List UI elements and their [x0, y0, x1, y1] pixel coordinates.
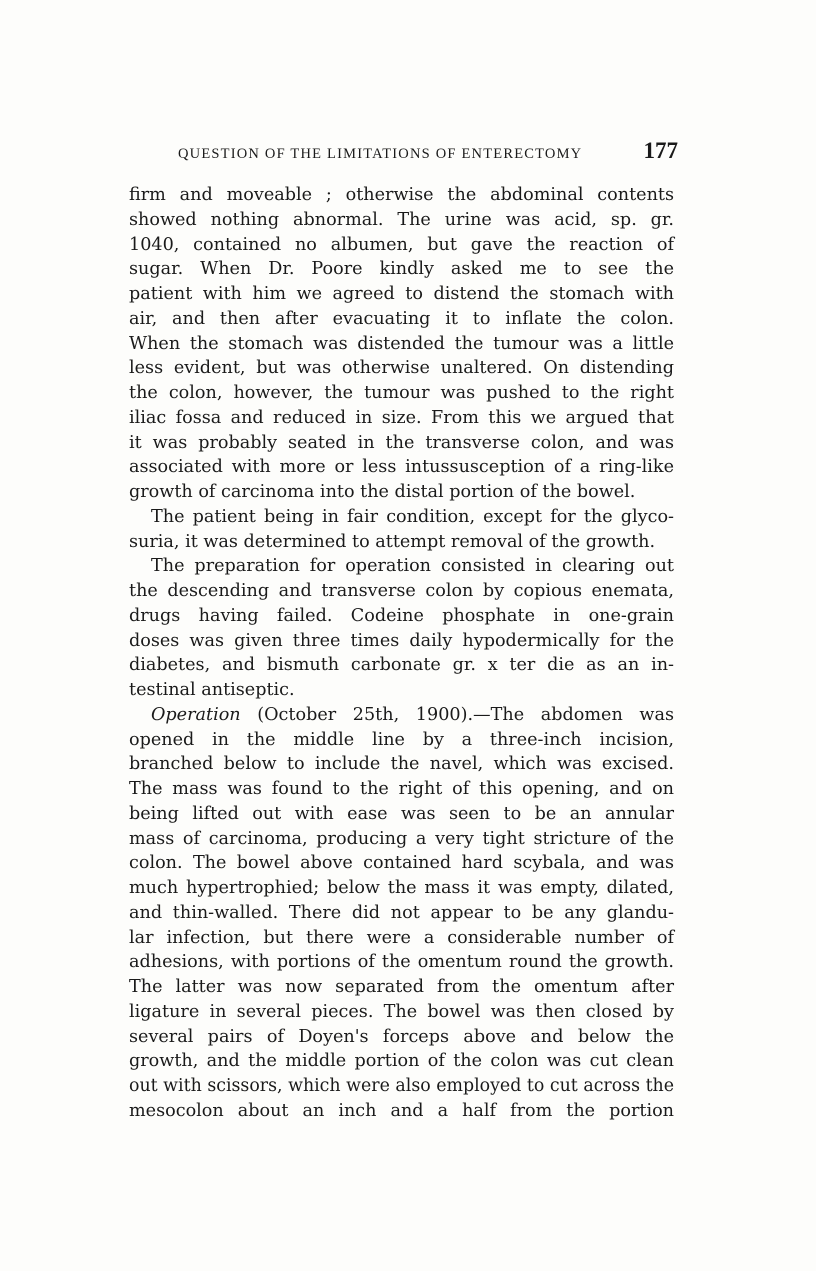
italic-heading: Operation — [151, 704, 241, 725]
text-line: mass of carcinoma, producing a very tight stricture of the — [129, 828, 674, 849]
text-line: suria, it was determined to attempt removal of the growth. — [129, 531, 656, 552]
text-line: it was probably seated in the transverse colon, and was — [129, 432, 674, 453]
text-line: testinal antiseptic. — [129, 680, 295, 700]
text-line: adhesions, with portions of the omentum round the growth. — [129, 952, 674, 973]
page-number: 177 — [643, 138, 678, 163]
text-line: diabetes, and bismuth carbonate gr. x ter die as an in- — [129, 655, 674, 676]
text-line: firm and moveable ; otherwise the abdominal contents — [129, 185, 674, 205]
running-title: QUESTION OF THE LIMITATIONS OF ENTERECTOMY — [178, 146, 583, 162]
text-line: drugs having failed. Codeine phosphate in one-grain — [129, 605, 674, 626]
text-line: the descending and transverse colon by copious enemata, — [129, 581, 674, 601]
text-line: much hypertrophied; below the mass it was empty, dilated, — [129, 878, 674, 898]
text-line: lar infection, but there were a considerable number of — [129, 927, 674, 948]
text-line: associated with more or less intussusception of a ring-like — [129, 457, 674, 478]
text-line: iliac fossa and reduced in size. From this we argued that — [129, 407, 674, 428]
text-line: The preparation for operation consisted in clearing out — [151, 556, 674, 577]
text-line: doses was given three times daily hypodermically for the — [129, 630, 674, 651]
text-line: mesocolon about an inch and a half from the portion — [129, 1100, 674, 1121]
text-line: and thin-walled. There did not appear to be any glandu- — [129, 902, 674, 923]
text-line: patient with him we agreed to distend the stomach with — [129, 284, 674, 304]
text-line: opened in the middle line by a three-inch incision, — [129, 729, 674, 750]
text-line: air, and then after evacuating it to inflate the colon. — [129, 308, 674, 329]
text-line: When the stomach was distended the tumour was a little — [129, 333, 674, 354]
text-line: 1040, contained no albumen, but gave the reaction of — [129, 234, 674, 255]
text-line: branched below to include the navel, which was excised. — [129, 754, 674, 775]
text-line: growth, and the middle portion of the colon was cut clean — [129, 1051, 674, 1072]
text-line-operation — [129, 703, 674, 728]
text-line: ligature in several pieces. The bowel was then closed by — [129, 1001, 674, 1022]
text-line: The mass was found to the right of this opening, and on — [129, 779, 674, 799]
text-line: several pairs of Doyen's forceps above and below the — [129, 1026, 674, 1047]
text-line: colon. The bowel above contained hard scybala, and was — [129, 853, 674, 874]
running-head — [178, 138, 678, 168]
text-line: out with scissors, which were also employed to cut across the — [129, 1076, 674, 1096]
body-text — [129, 183, 674, 1124]
text-line: showed nothing abnormal. The urine was acid, sp. gr. — [129, 209, 674, 230]
text-line: The latter was now separated from the omentum after — [129, 977, 674, 997]
text-line: being lifted out with ease was seen to be an annular — [129, 803, 674, 824]
text-line: less evident, but was otherwise unaltered. On distending — [129, 358, 674, 379]
text-line-rest: (October 25th, 1900).—The abdomen was — [257, 704, 674, 725]
text-line: growth of carcinoma into the distal portion of the bowel. — [129, 482, 636, 502]
text-line: The patient being in fair condition, except for the glyco- — [151, 506, 674, 527]
text-line: the colon, however, the tumour was pushed to the right — [129, 383, 674, 403]
text-line: sugar. When Dr. Poore kindly asked me to see the — [129, 259, 674, 280]
